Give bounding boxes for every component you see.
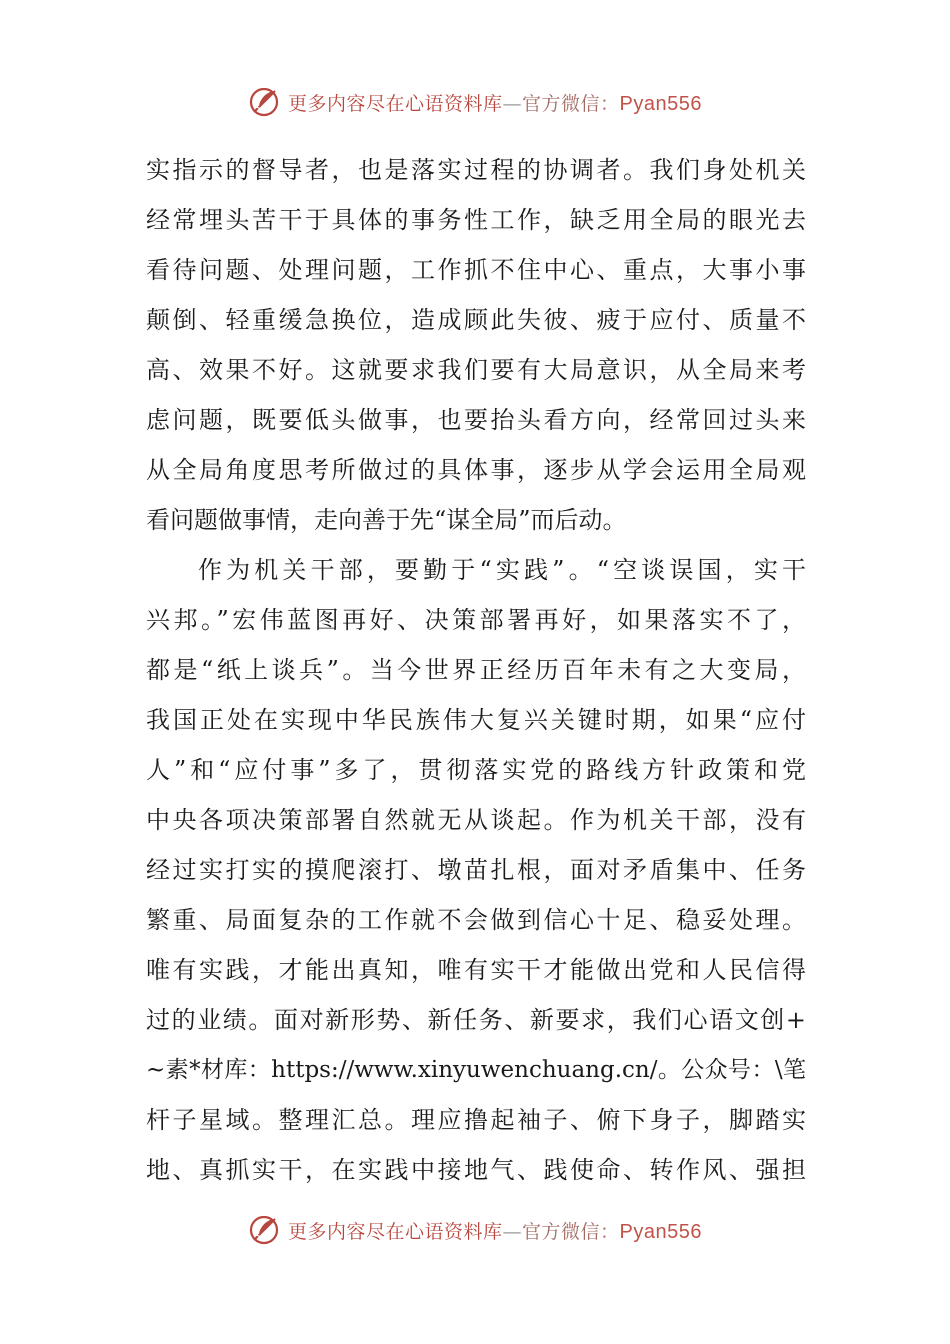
wechat-label: 官方微信： bbox=[522, 92, 620, 115]
paragraph-start-line: 作为机关干部，要勤于“实践”。“空谈误国，实干 bbox=[198, 556, 806, 584]
header-banner bbox=[0, 82, 950, 122]
text-line: 经常埋头苦干于具体的事务性工作，缺乏用全局的眼光去 bbox=[146, 206, 806, 234]
quill-logo-icon bbox=[248, 1213, 282, 1247]
text-line: 我国正处在实现中华民族伟大复兴关键时期，如果“应付 bbox=[146, 706, 806, 734]
wechat-label: 官方微信： bbox=[522, 1220, 620, 1243]
text-line: 兴邦。”宏伟蓝图再好、决策部署再好，如果落实不了， bbox=[146, 606, 806, 634]
text-line: 虑问题，既要低头做事，也要抬头看方向，经常回过头来 bbox=[146, 406, 806, 434]
text-line: 唯有实践，才能出真知，唯有实干才能做出党和人民信得 bbox=[146, 956, 806, 984]
footer-banner-text bbox=[288, 1217, 702, 1244]
text-line: 从全局角度思考所做过的具体事，逐步从学会运用全局观 bbox=[146, 456, 806, 484]
text-line: 繁重、局面复杂的工作就不会做到信心十足、稳妥处理。 bbox=[146, 906, 806, 934]
brand-text: 更多内容尽在心语资料库 bbox=[288, 1220, 503, 1243]
text-line: 实指示的督导者，也是落实过程的协调者。我们身处机关 bbox=[146, 156, 806, 184]
wechat-account: Pyan556 bbox=[619, 92, 702, 115]
text-line: 高、效果不好。这就要求我们要有大局意识，从全局来考 bbox=[146, 356, 806, 384]
brand-text: 更多内容尽在心语资料库 bbox=[288, 92, 503, 115]
wechat-account: Pyan556 bbox=[619, 1220, 702, 1243]
banner-dash: — bbox=[502, 92, 523, 115]
footer-banner bbox=[0, 1210, 950, 1250]
text-line: 人”和“应付事”多了，贯彻落实党的路线方针政策和党 bbox=[146, 756, 806, 784]
url-text-line: ~素*材库：https://www.xinyuwenchuang.cn/。公众号：\笔 bbox=[146, 1057, 806, 1083]
quill-logo-icon bbox=[248, 85, 282, 119]
document-body bbox=[146, 150, 806, 1200]
text-line: 看问题做事情，走向善于先“谋全局”而后动。 bbox=[146, 506, 627, 534]
text-line: 中央各项决策部署自然就无从谈起。作为机关干部，没有 bbox=[146, 806, 806, 834]
text-line: 经过实打实的摸爬滚打、墩苗扎根，面对矛盾集中、任务 bbox=[146, 856, 806, 884]
text-line: 杆子星域。整理汇总。理应撸起袖子、俯下身子，脚踏实 bbox=[146, 1106, 806, 1134]
text-line: 过的业绩。面对新形势、新任务、新要求，我们心语文创+ bbox=[146, 1006, 806, 1034]
banner-dash: — bbox=[502, 1220, 523, 1243]
text-line: 看待问题、处理问题，工作抓不住中心、重点，大事小事 bbox=[146, 256, 806, 284]
header-banner-text bbox=[288, 89, 702, 116]
text-line: 都是“纸上谈兵”。当今世界正经历百年未有之大变局， bbox=[146, 656, 806, 684]
text-line: 地、真抓实干，在实践中接地气、践使命、转作风、强担 bbox=[146, 1156, 806, 1184]
text-line: 颠倒、轻重缓急换位，造成顾此失彼、疲于应付、质量不 bbox=[146, 306, 806, 334]
